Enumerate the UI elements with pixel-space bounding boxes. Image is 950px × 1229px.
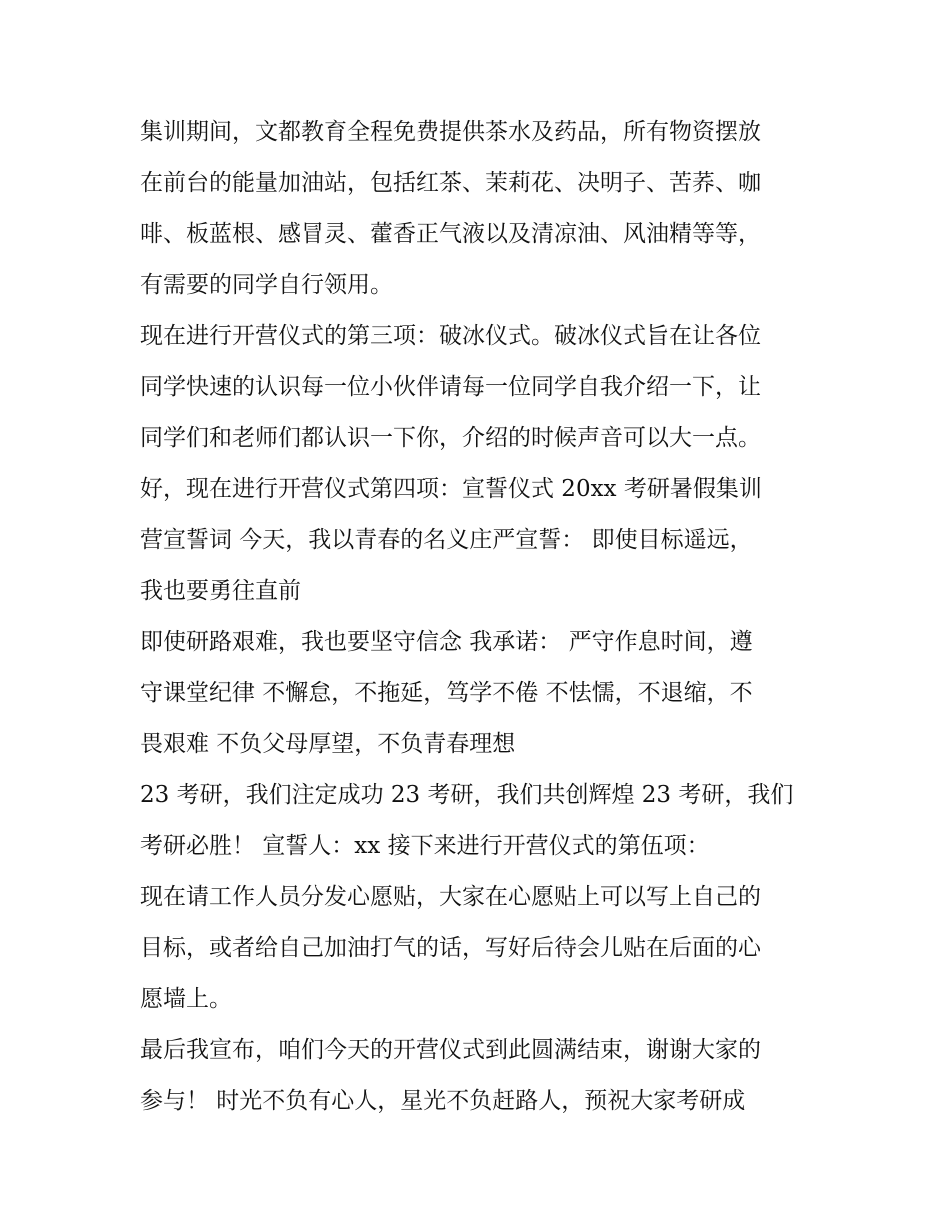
text-line: 参与！ 时光不负有心人，星光不负赶路人，预祝大家考研成 [140,1088,746,1114]
text-line: 愿墙上。 [140,986,232,1012]
text-line: 目标，或者给自己加油打气的话，写好后待会儿贴在后面的心 [140,935,761,961]
text-line: 畏艰难 不负父母厚望，不负青春理想 [140,731,516,757]
text-line: 现在进行开营仪式的第三项：破冰仪式。破冰仪式旨在让各位 [140,323,761,349]
text-line: 有需要的同学自行领用。 [140,272,393,298]
text-line: 营宣誓词 今天，我以青春的名义庄严宣誓： 即使目标遥远， [140,527,753,553]
text-line: 23 考研，我们注定成功 23 考研，我们共创辉煌 23 考研，我们 [140,782,794,808]
text-line: 在前台的能量加油站，包括红茶、茉莉花、决明子、苦荞、咖 [140,170,761,196]
text-line: 啡、板蓝根、感冒灵、藿香正气液以及清凉油、风油精等等， [140,221,761,247]
text-line: 同学们和老师们都认识一下你，介绍的时候声音可以大一点。 [140,425,761,451]
text-line: 同学快速的认识每一位小伙伴请每一位同学自我介绍一下，让 [140,374,761,400]
text-line: 考研必胜！ 宣誓人：xx 接下来进行开营仪式的第伍项： [140,833,710,859]
body-text [140,107,820,1127]
text-line: 即使研路艰难，我也要坚守信念 我承诺： 严守作息时间，遵 [140,629,753,655]
text-line: 集训期间，文都教育全程免费提供茶水及药品，所有物资摆放 [140,119,761,145]
text-line: 好，现在进行开营仪式第四项：宣誓仪式 20xx 考研暑假集训 [140,476,762,502]
text-line: 最后我宣布，咱们今天的开营仪式到此圆满结束，谢谢大家的 [140,1037,761,1063]
text-line: 守课堂纪律 不懈怠，不拖延，笃学不倦 不怯懦，不退缩，不 [140,680,753,706]
text-line: 现在请工作人员分发心愿贴，大家在心愿贴上可以写上自己的 [140,884,761,910]
text-line: 我也要勇往直前 [140,578,301,604]
